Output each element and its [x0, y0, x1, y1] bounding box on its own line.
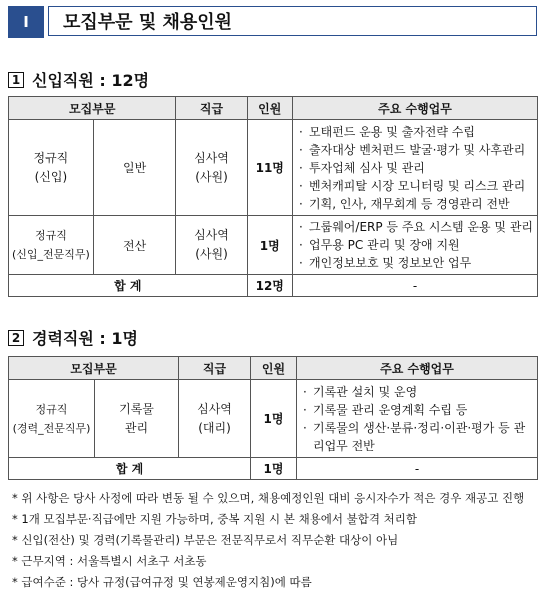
duties-cell: [297, 380, 538, 458]
duties-list: [293, 216, 537, 274]
subsection-title: 신입직원 : 12명: [32, 71, 150, 90]
subsection-heading-experienced: [8, 326, 138, 349]
col-header: 주요 수행업무: [297, 357, 538, 380]
total-row: [9, 275, 538, 297]
col-header: 모집부문: [9, 97, 176, 120]
note-item: * 위 사항은 당사 사정에 따라 변동 될 수 있으며, 채용예정인원 대비 응시자수가 적은 경우 재공고 진행: [12, 491, 525, 505]
duty-item: · 기획, 인사, 재무회계 등 경영관리 전반: [299, 195, 533, 213]
duty-item: · 기록물의 생산·분류·정리·이관·평가 등 관리업무 전반: [303, 419, 533, 455]
section-header: [8, 6, 539, 38]
count-cell: 11명: [247, 120, 293, 216]
note-item: * 신입(전산) 및 경력(기록물관리) 부문은 전문직무로서 직무순환 대상이 아님: [12, 533, 399, 547]
total-count: 1명: [251, 458, 297, 480]
note-item: * 급여수준 : 당사 규정(급여규정 및 연봉제운영지침)에 따름: [12, 575, 312, 589]
count-cell: 1명: [247, 216, 293, 275]
table-header-row: [9, 97, 538, 120]
col-header: 인원: [251, 357, 297, 380]
total-count: 12명: [247, 275, 293, 297]
col-header: 주요 수행업무: [293, 97, 538, 120]
table-header-row: [9, 357, 538, 380]
note-item: * 1개 모집부문·직급에만 지원 가능하며, 중복 지원 시 본 채용에서 불합격 처리함: [12, 512, 417, 526]
table-row: [9, 120, 538, 216]
duties-cell: [293, 120, 538, 216]
duty-item: · 출자대상 벤처펀드 발굴·평가 및 사후관리: [299, 141, 533, 159]
duty-item: · 개인정보보호 및 정보보안 업무: [299, 254, 533, 272]
duty-item: · 업무용 PC 관리 및 장애 지원: [299, 236, 533, 254]
field-cell: 기록물 관리: [95, 380, 179, 458]
table-row: [9, 380, 538, 458]
total-label: 합 계: [9, 275, 248, 297]
duty-item: · 그룹웨어/ERP 등 주요 시스템 운용 및 관리: [299, 218, 533, 236]
new-hire-table: [8, 96, 538, 297]
field-cell: 전산: [93, 216, 176, 275]
number-box: 2: [8, 330, 24, 346]
col-header: 직급: [179, 357, 251, 380]
duties-list: [293, 121, 537, 215]
rank-cell: 심사역 (사원): [176, 216, 247, 275]
category-cell: 정규직 (경력_전문직무): [9, 380, 95, 458]
col-header: 인원: [247, 97, 293, 120]
duties-cell: [293, 216, 538, 275]
duty-item: · 기록물 관리 운영계획 수립 등: [303, 401, 533, 419]
rank-cell: 심사역 (대리): [179, 380, 251, 458]
note-item: * 근무지역 : 서울특별시 서초구 서초동: [12, 554, 207, 568]
notes: [12, 488, 524, 593]
field-cell: 일반: [93, 120, 176, 216]
category-cell: 정규직 (신입): [9, 120, 94, 216]
total-dash: -: [293, 275, 538, 297]
duty-item: · 벤처캐피탈 시장 모니터링 및 리스크 관리: [299, 177, 533, 195]
section-number: Ⅰ: [8, 6, 44, 38]
rank-cell: 심사역 (사원): [176, 120, 247, 216]
experienced-table: [8, 356, 538, 480]
duties-list: [297, 381, 537, 457]
col-header: 직급: [176, 97, 247, 120]
table-row: [9, 216, 538, 275]
duty-item: · 투자업체 심사 및 관리: [299, 159, 533, 177]
count-cell: 1명: [251, 380, 297, 458]
col-header: 모집부문: [9, 357, 179, 380]
total-row: [9, 458, 538, 480]
duty-item: · 모태펀드 운용 및 출자전략 수립: [299, 123, 533, 141]
total-dash: -: [297, 458, 538, 480]
duty-item: · 기록관 설치 및 운영: [303, 383, 533, 401]
subsection-heading-new: [8, 68, 149, 91]
total-label: 합 계: [9, 458, 251, 480]
section-title: 모집부문 및 채용인원: [48, 6, 537, 36]
number-box: 1: [8, 72, 24, 88]
category-cell: 정규직 (신입_전문직무): [9, 216, 94, 275]
subsection-title: 경력직원 : 1명: [32, 329, 138, 348]
